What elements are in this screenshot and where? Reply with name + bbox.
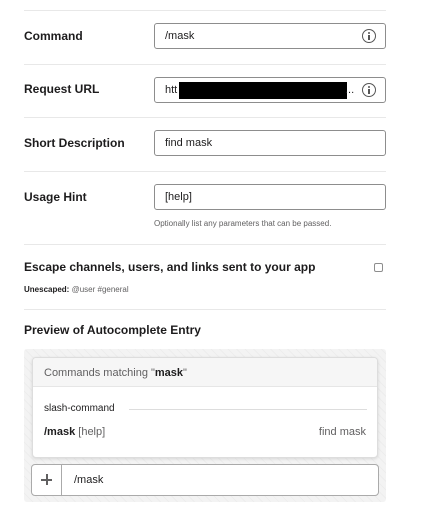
short-description-input[interactable] xyxy=(154,130,386,156)
redaction-bar xyxy=(179,82,347,99)
command-label: Command xyxy=(24,29,83,43)
escape-checkbox[interactable] xyxy=(374,263,383,272)
request-url-label: Request URL xyxy=(24,82,100,96)
divider xyxy=(24,309,386,310)
request-url-ellipsis: ... xyxy=(345,84,355,96)
divider xyxy=(24,117,386,118)
autocomplete-item[interactable] xyxy=(44,426,105,439)
usage-hint-help: Optionally list any parameters that can be passed. xyxy=(154,219,332,228)
command-args: [help] xyxy=(78,426,106,438)
usage-hint-label: Usage Hint xyxy=(24,190,87,204)
escape-label: Escape channels, users, and links sent to your app xyxy=(24,260,316,274)
autocomplete-header xyxy=(33,358,377,387)
short-description-value: find mask xyxy=(165,137,213,149)
matching-suffix: " xyxy=(183,367,187,379)
section-rule xyxy=(129,409,367,410)
autocomplete-menu xyxy=(32,357,378,458)
unescaped-example xyxy=(24,285,129,295)
request-url-input[interactable] xyxy=(154,77,386,103)
command-description: find mask xyxy=(318,426,366,438)
divider xyxy=(24,64,386,65)
plus-icon[interactable] xyxy=(32,465,62,495)
preview-title: Preview of Autocomplete Entry xyxy=(24,323,201,337)
divider xyxy=(24,171,386,172)
unescaped-value: @user #general xyxy=(71,285,129,294)
autocomplete-header-text xyxy=(44,367,187,380)
usage-hint-value: [help] xyxy=(165,191,192,203)
unescaped-key: Unescaped: xyxy=(24,285,70,294)
info-icon[interactable] xyxy=(362,29,376,43)
usage-hint-input[interactable] xyxy=(154,184,386,210)
short-description-label: Short Description xyxy=(24,136,125,150)
matching-query: mask xyxy=(154,367,184,379)
preview-panel xyxy=(24,349,386,502)
command-input[interactable] xyxy=(154,23,386,49)
autocomplete-section-label: slash-command xyxy=(44,403,115,414)
command-name: /mask xyxy=(44,426,76,438)
message-composer[interactable] xyxy=(31,464,379,496)
matching-prefix: Commands matching " xyxy=(44,367,155,379)
divider xyxy=(24,244,386,245)
divider-top xyxy=(24,10,386,11)
info-icon[interactable] xyxy=(362,83,376,97)
command-value: /mask xyxy=(165,30,195,42)
request-url-value: htt xyxy=(165,84,178,96)
composer-value: /mask xyxy=(74,474,104,486)
